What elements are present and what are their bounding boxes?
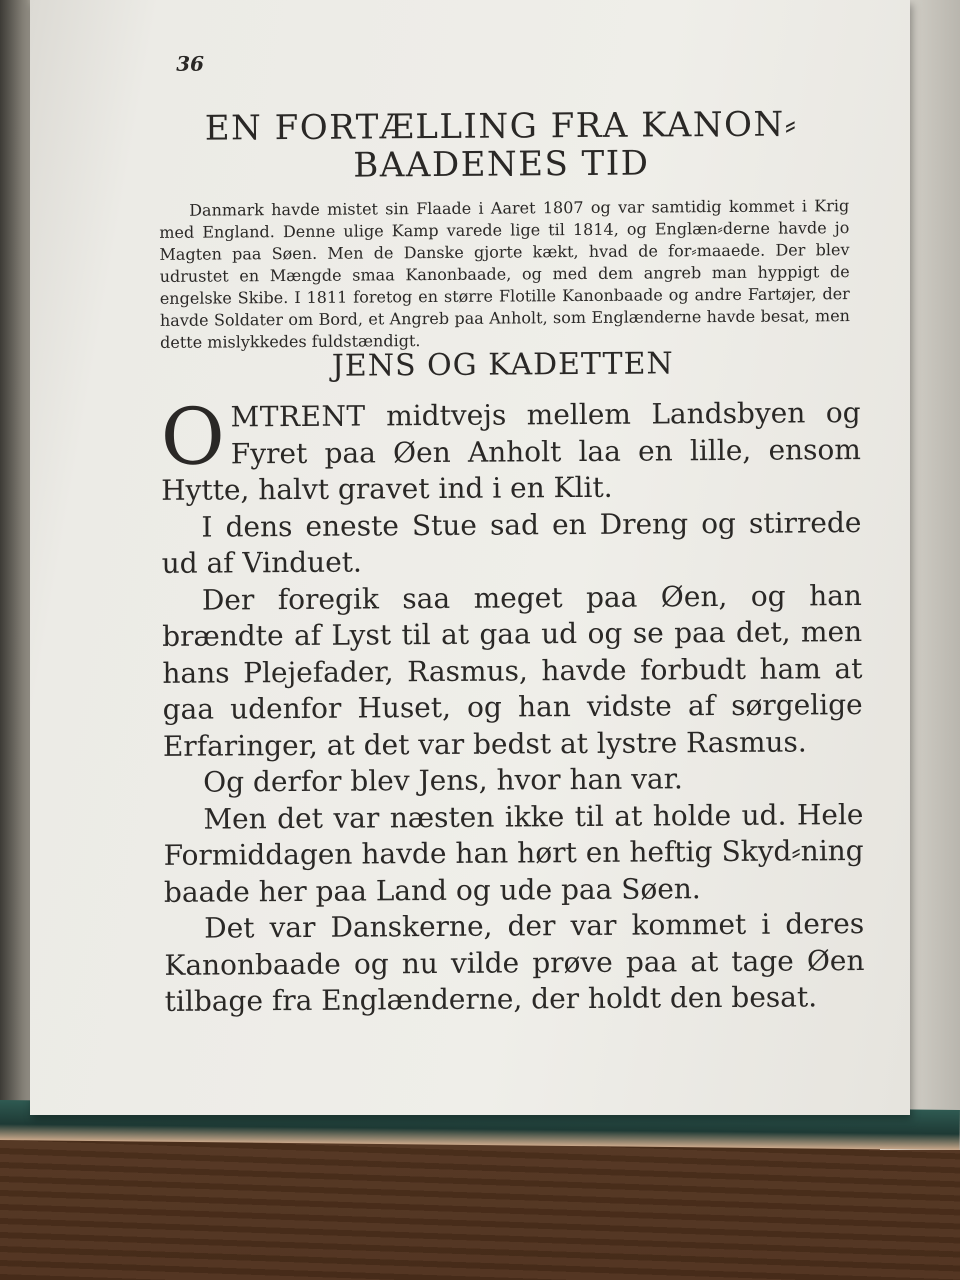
story-body bbox=[160, 392, 865, 1020]
intro-paragraph: Danmark havde mistet sin Flaade i Aaret 1807 og var samtidig kommet i Krig med England. Denne ulige Kamp varede lige til 1814, og Englæn⸗derne havde jo Magten paa Søen. Men de Danske gjorte kækt, hvad de for⸗maaede. Der blev udrustet en Mængde smaa Kanonbaade, og med dem angreb man hyppigt de engelske Skibe. I 1811 foretog en større Flotille Kanonbaade og andre Fartøjer, der havde Soldater om Bord, et Angreb paa Anholt, som Englænderne havde besat, men dette mislykkedes fuldstændigt. bbox=[159, 196, 851, 352]
chapter-title-line-1: EN FORTÆLLING FRA KANON⸗ bbox=[204, 104, 798, 149]
paragraph-3: Der foregik saa meget paa Øen, og han brændte af Lyst til at gaa ud og se paa det, men hans Plejefader, Rasmus, havde forbudt ham at gaa udenfor Huset, og han vidste af sørgelige Erfaringer, at det var bedst at lystre Rasmus. bbox=[162, 578, 863, 763]
paragraph-6: Det var Danskerne, der var kommet i deres Kanonbaade og nu vilde prøve paa at tage Øen tilbage fra Englænderne, der holdt den besat. bbox=[164, 907, 865, 1018]
paragraph-4: Og derfor blev Jens, hvor han var. bbox=[203, 762, 684, 799]
chapter-title-line-2: BAADENES TID bbox=[353, 143, 650, 186]
paragraph-1-text: midtvejs mellem Landsbyen og Fyret paa Øen Anholt laa en lille, ensom Hytte, halvt gravet ind i en Klit. bbox=[161, 396, 861, 507]
chapter-title bbox=[148, 105, 854, 186]
paragraph-5: Men det var næsten ikke til at holde ud. Hele Formiddagen havde han hørt en heftig Skyd⸗ning baade her paa Land og ude paa Søen. bbox=[163, 797, 864, 909]
book-page bbox=[30, 0, 910, 1115]
story-title: JENS OG KADETTEN bbox=[331, 346, 674, 384]
page-number: 36 bbox=[176, 51, 205, 76]
paragraph-2: I dens eneste Stue sad en Dreng og stirrede ud af Vinduet. bbox=[161, 505, 862, 580]
first-word: MTRENT bbox=[230, 399, 366, 434]
page-content bbox=[148, 35, 865, 1018]
drop-cap: O bbox=[160, 392, 226, 483]
paragraph-1 bbox=[160, 392, 862, 509]
